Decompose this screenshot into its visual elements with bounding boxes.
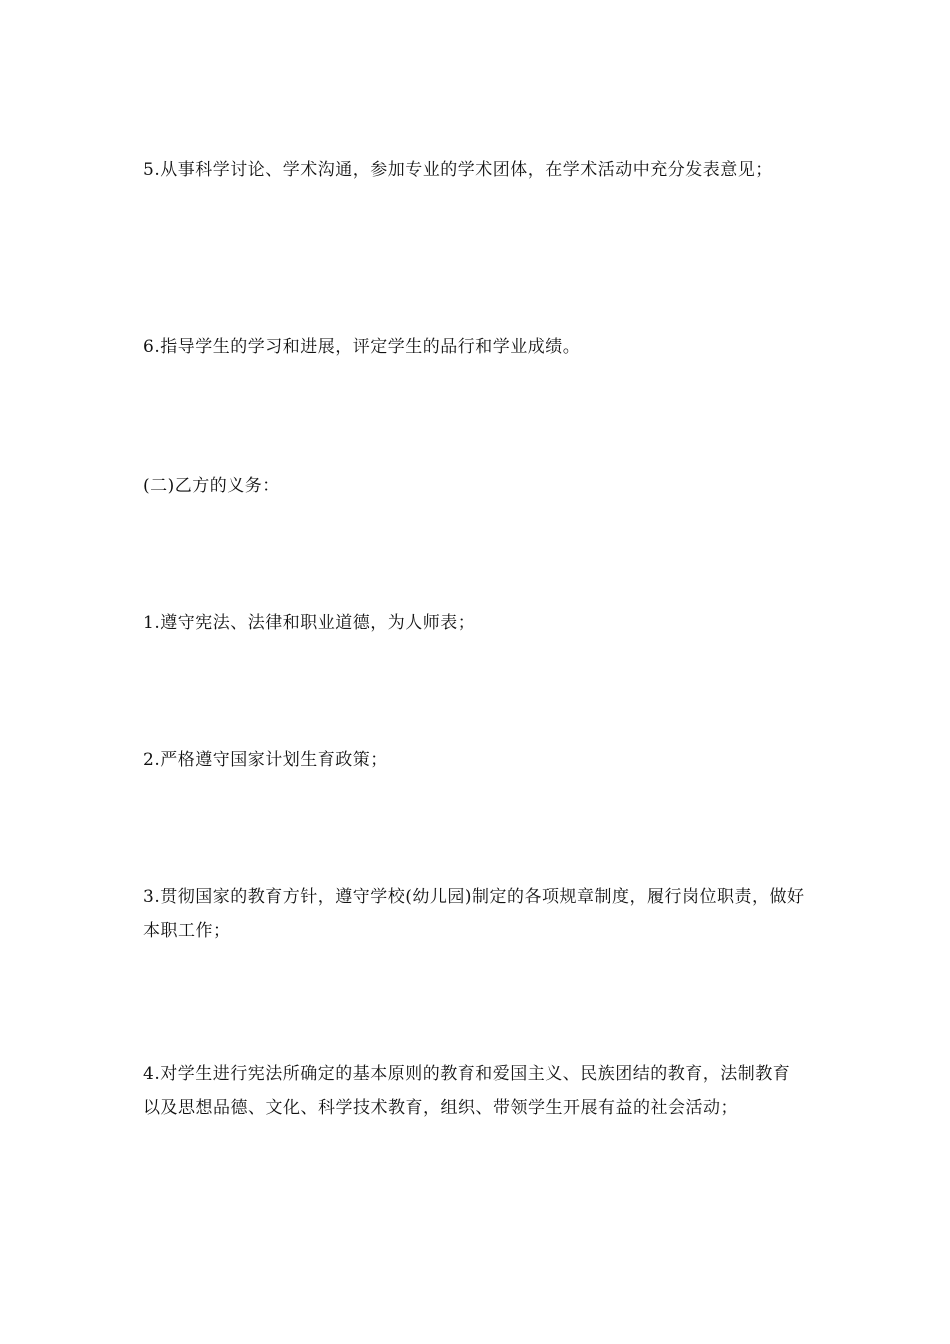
section-heading-party-b-obligations: (二)乙方的义务： <box>143 476 280 496</box>
paragraph-item-5: 5.从事科学讨论、学术沟通，参加专业的学术团体，在学术活动中充分发表意见； <box>143 160 773 180</box>
obligation-item-4: 4.对学生进行宪法所确定的基本原则的教育和爱国主义、民族团结的教育，法制教育以及思想品德、文化、科学技术教育，组织、带领学生开展有益的社会活动； <box>143 1064 791 1118</box>
obligation-item-2: 2.严格遵守国家计划生育政策； <box>143 750 388 770</box>
paragraph-item-6: 6.指导学生的学习和进展，评定学生的品行和学业成绩。 <box>143 337 581 357</box>
obligation-item-3: 3.贯彻国家的教育方针，遵守学校(幼儿园)制定的各项规章制度，履行岗位职责，做好本职工作； <box>143 887 805 941</box>
obligation-item-1: 1.遵守宪法、法律和职业道德，为人师表； <box>143 613 476 633</box>
